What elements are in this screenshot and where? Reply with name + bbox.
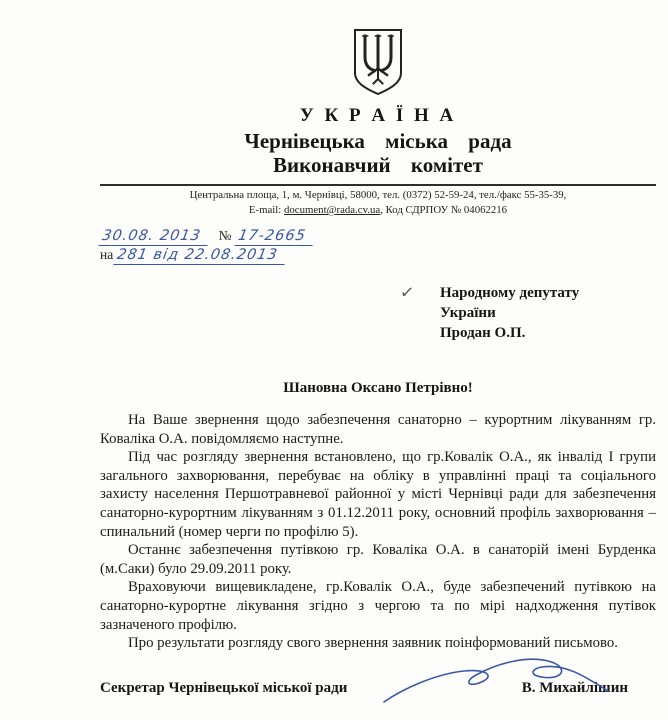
letter-content: [100, 0, 656, 697]
letterhead-divider: [100, 184, 656, 186]
letterhead: [100, 27, 656, 216]
paragraph-3: Останнє забезпечення путівкою гр. Коваліка О.А. в санаторій імені Бурденка (м.Саки) було 29.09.2011 року.: [100, 542, 656, 577]
paragraph-1: На Ваше звернення щодо забезпечення санаторно – курортним лікуванням гр. Коваліка О.А. повідомляємо наступне.: [100, 412, 656, 447]
reference-line-incoming: [100, 246, 656, 265]
paragraph-2: Під час розгляду звернення встановлено, що гр.Ковалік О.А., як інвалід І групи загального захворювання, перебуває на обліку в управлінні праці та соціального захисту населення Першотравневої районної у місті Чернівці ради для забезпечення санаторно-курортним лікуванням з 01.12.2011 року, основний профіль захворювання – спинальний (номер черги по профілю 5).: [100, 449, 656, 540]
contact-email-line: [100, 204, 656, 216]
ukraine-trident-shield-icon: [100, 27, 656, 97]
signatory-title: Секретар Чернівецької міської ради: [100, 679, 348, 696]
number-sign: №: [218, 228, 232, 243]
recipient-block: [398, 282, 656, 343]
letter-body: [100, 411, 656, 653]
recipient-line3: Продан О.П.: [440, 325, 526, 341]
paragraph-4: Враховуючи вищевикладене, гр.Ковалік О.А., буде забезпечений путівкою на санаторно-курортне лікування згідно з чергою та по мірі надходження путівок зазначеного профілю.: [100, 579, 656, 633]
signatory-name: В. Михайлішин: [521, 679, 628, 696]
email-address: document@rada.cv.ua: [284, 204, 381, 216]
edrpou-code: , Код СДРПОУ № 04062216: [380, 204, 508, 216]
signature-row: [100, 680, 656, 697]
recipient-line1: Народному депутату: [440, 285, 580, 301]
handwritten-checkmark: ✓: [398, 282, 416, 304]
outgoing-number-handwritten: 17-2665: [234, 228, 315, 246]
incoming-ref-handwritten: 281 від 22.08.2013: [114, 247, 288, 265]
paragraph-5: Про результати розгляду свого звернення заявник поінформований письмово.: [128, 635, 618, 652]
outgoing-date-handwritten: 30.08. 2013: [98, 228, 210, 246]
org-name-line1: Чернівецька міська рада: [244, 129, 512, 153]
recipient-line2: України: [440, 305, 496, 321]
salutation: Шановна Оксано Петрівно!: [283, 380, 473, 396]
country-title: У К Р А Ї Н А: [299, 105, 457, 126]
email-label: E-mail:: [248, 204, 284, 216]
reference-block: [100, 227, 656, 265]
reference-line-outgoing: [100, 227, 656, 246]
org-name-line2: Виконавчий комітет: [273, 153, 483, 177]
contact-address-line: Центральна площа, 1, м. Чернівці, 58000, тел. (0372) 52-59-24, тел./факс 55-35-39,: [189, 189, 567, 201]
reply-prefix: на: [100, 247, 114, 262]
